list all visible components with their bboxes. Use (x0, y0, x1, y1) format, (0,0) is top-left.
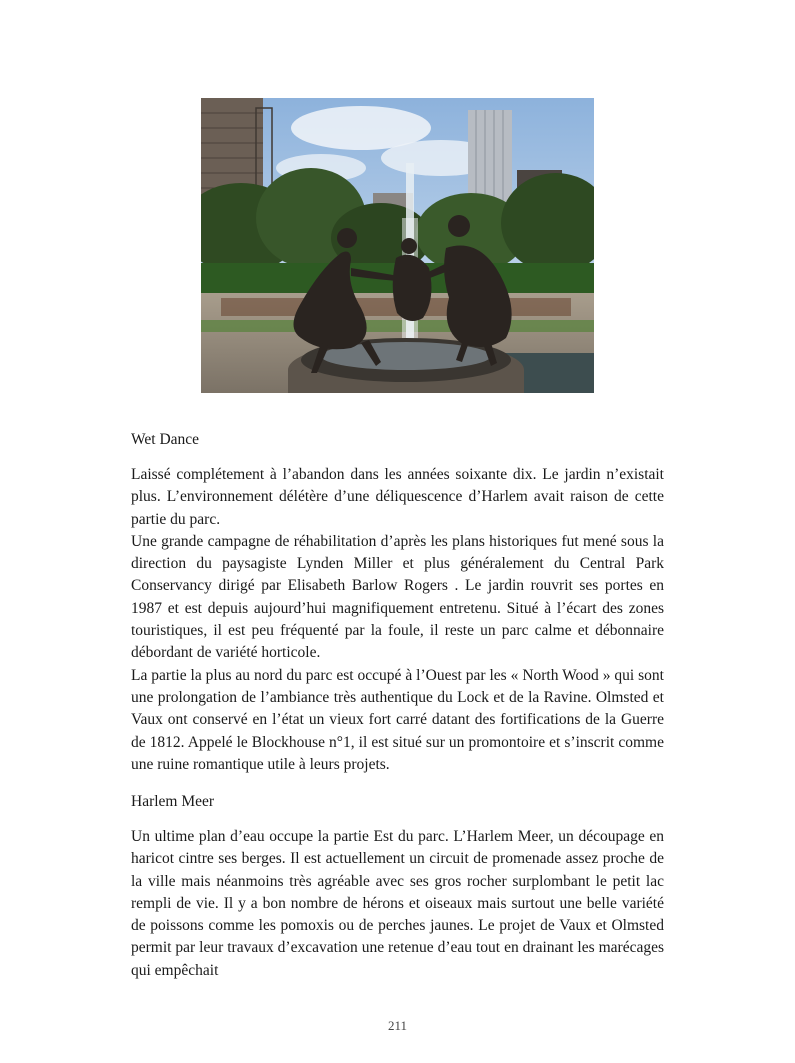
fountain-photo (201, 98, 594, 393)
section-heading-harlem-meer: Harlem Meer (131, 793, 215, 810)
wet-dance-body (131, 464, 664, 776)
paragraph: Une grande campagne de réhabilitation d’après les plans historiques fut mené sous la direction du paysagiste Lynden Miller et plus généralement du Central Park Conservancy dirigé par Elisabeth Barlow Rogers . Le jardin rouvrit ses portes en 1987 et est depuis aujourd’hui magnifiquement entretenu. Situé à l’écart des zones touristiques, il est peu fréquenté par la foule, il reste un parc calme et débonnaire débordant de variété horticole. (131, 532, 664, 662)
harlem-meer-body (131, 826, 664, 982)
paragraph: Un ultime plan d’eau occupe la partie Est du parc. L’Harlem Meer, un découpage en haricot cintre ses berges. Il est actuellement un circuit de promenade assez proche de la ville mais néanmoins très agréable avec ses gros rocher surplombant le petit lac rempli de vie. Il y a bon nombre de hérons et oiseaux mais surtout une belle variété de poissons comme les pomoxis ou de perches jaunes. Le projet de Vaux et Olmsted permit par leur travaux d’excavation une retenue d’eau tout en drainant les marécages qui empêchait (131, 828, 664, 979)
paragraph: La partie la plus au nord du parc est occupé à l’Ouest par les « North Wood » qui sont une prolongation de l’ambiance très authentique du Lock et de la Ravine. Olmsted et Vaux ont conservé en l’état un vieux fort carré datant des fortifications de la Guerre de 1812. Appelé le Blockhouse n°1, il est situé sur un promontoire et s’inscrit comme une ruine romantique utile à leurs projets. (131, 666, 664, 773)
paragraph: Laissé complétement à l’abandon dans les années soixante dix. Le jardin n’existait plus. L’environnement délétère d’une déliquescence d’Harlem avait raison de cette partie du parc. (131, 466, 664, 528)
section-heading-wet-dance: Wet Dance (131, 431, 200, 448)
page-number: 211 (387, 1018, 408, 1033)
